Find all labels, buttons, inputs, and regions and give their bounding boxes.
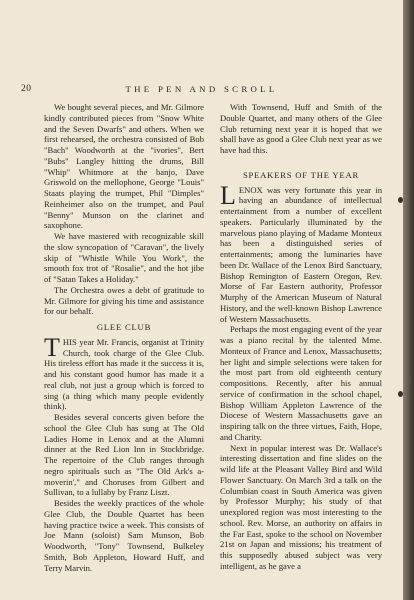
- left-column: [44, 102, 204, 573]
- page-edge-shadow: [403, 0, 414, 600]
- journal-title: THE PEN AND SCROLL: [125, 84, 278, 94]
- drop-cap: T: [44, 332, 60, 362]
- paragraph-text: HIS year Mr. Francis, organist at Trinity Church, took charge of the Glee Club. His tireless effort has made it the success it is, and his constant good humor has made it a real club, not just a group which is forced to sing (a thing which many people evidently think).: [44, 336, 204, 412]
- paragraph: Besides the weekly practices of the whole Glee Club, the Double Quartet has been having practice twice a week. This consists of Joe Mann (soloist) Sam Munson, Bob Woodworth, "Tony" Townsend, Bulkeley Smith, Bob Appleton, Howard Huff, and Terry Marvin.: [44, 498, 204, 573]
- paragraph: Perhaps the most engaging event of the year was a piano recital by the talented Mme. Monteux of France and Lenox, Massachusetts; her light and simple selections were taken for the most part from old eighteenth century compositions. Recently, after his annual service of confirmation in the school chapel, Bishop William Appleton Lawrence of the Diocese of Western Massachusetts gave an inspiring talk on the three virtues, Faith, Hope, and Charity.: [220, 324, 383, 442]
- paragraph-text: ENOX was very fortunate this year in having an abundance of intellectual entertainment from a number of excellent speakers. Particularly illuminated by the marvelous piano playing of Madame Monteux has been a distinguished series of entertainments; among the luminaries have been Dr. Wallace of the Lenox Bird Sanctuary, Bishop Remington of Eastern Oregon, Rev. Morse of Far Eastern authority, Professor Murphy of the American Museum of Natural History, and the well-known Bishop Lawrence of Western Massachusetts.: [220, 184, 382, 324]
- paragraph: [220, 180, 382, 325]
- paragraph: Next in popular interest was Dr. Wallace's interesting dissertation and fine slides on the wild life at the Pleasant Valley Bird and Wild Flower Sanctuary. On March 3rd a talk on the Columbian coast in South America was given by Professor Murphy; his study of that unexplored region was most interesting to the school. Rev. Morse, an authority on affairs in the Far East, spoke to the school on November 21st on Japan and missions; his treatment of this supposedly abused subject was very intelligent, as he gave a: [220, 442, 382, 571]
- drop-cap: L: [220, 180, 236, 210]
- right-column: [220, 102, 382, 572]
- paragraph: The Orchestra owes a debt of gratitude to Mr. Gilmore for giving his time and assistance for our behalf.: [44, 284, 204, 317]
- paragraph: We have mastered with recognizable skill the slow syncopation of "Caravan", the lively skip of "Whistle While You Work", the smooth fox trot of "Rosalie", and the hot jibe of "Satan Takes a Holiday.": [44, 231, 204, 284]
- paragraph: [44, 332, 204, 412]
- page-header: [0, 84, 403, 98]
- page-number: 20: [21, 84, 32, 94]
- paragraph: With Townsend, Huff and Smith of the Double Quartet, and many others of the Glee Club returning next year it is hoped that we shall have as good a Glee Club next year as we have had this.: [220, 102, 382, 155]
- section-heading-glee-club: GLEE CLUB: [96, 322, 152, 332]
- paragraph: Besides several concerts given before the school the Glee Club has sung at The Old Ladies Home in Lenox and at the Alumni dinner at the Red Lion Inn in Stockbridge. The repertoire of the Club ranges through negro spirituals such as "The Old Ark's a-moverin'," and Choruses from Gilbert and Sullivan, to a lullaby by Franz Liszt.: [44, 412, 204, 498]
- paragraph: We bought several pieces, and Mr. Gilmore kindly contributed pieces from "Snow White and the Seven Dwarfs" and others. When we first rehearsed, the orchestra consisted of Bob "Bach" Woodworth at the "ivories", Bert "Bubs" Langley hitting the drums, Bill "Whip" Whitmore at the banjo, Dave Griswold on the mellophone, George "Louis" Staats playing the trumpet, Phil "Dimples" Reinheimer also on the trumpet, and Paul "Benny" Munson on the clarinet and saxophone.: [44, 102, 204, 231]
- section-heading-speakers: SPEAKERS OF THE YEAR: [242, 169, 360, 180]
